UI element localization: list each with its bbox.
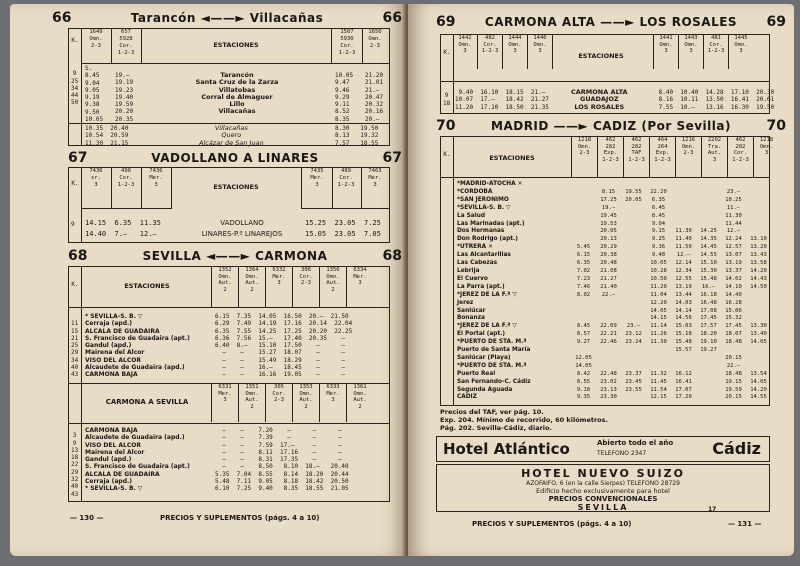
table-number-right: 70 <box>766 118 786 134</box>
train-col: 6331 Mer. 3 <box>211 384 238 422</box>
page-number: — 130 — <box>70 514 104 522</box>
times-col: 22.20 6.35 6.45 8.45 9.04 9.15 9.25 9.36 9.48 10.05 10.28 10.50 11.20 11.04 12.20 14.05 14.15 11.14 11.26 11.30 11.32 11.45 11.54 12.15 <box>650 188 667 401</box>
times-col: 5.45 6.15 6.35 7.02 7.23 7.46 8.02 8.45 8.57 9.27 12.05 14.05 8.42 8.55 9.18 9.35 <box>575 244 592 401</box>
times-col-4: 21.20 21.01 21.— 20.47 20.32 20.16 20.— <box>365 72 384 123</box>
branch-stations: Villacañas Quero Alcázar de San Juan <box>199 124 264 147</box>
stations-header: ESTACIONES <box>578 52 624 60</box>
train-col: 1443 Omn. 3 <box>678 35 703 69</box>
station-list: * SEVILLA-S. B. ▽ Cerraja (apd.) ALCALA DE GUADAIRA S. Francisco de Guadaira (apt.) Gandul (apd.) Mairena del Alcor VISO DEL ALCOR Alcaudete de Guadaira (apd.) CARMONA BAJA <box>85 313 190 379</box>
divider <box>441 81 769 82</box>
right-page <box>408 4 794 556</box>
times-col-3: 10.05 9.47 9.46 9.29 9.11 8.52 8.35 <box>335 72 354 123</box>
hotel-nuevo-suizo-ad <box>436 464 770 512</box>
times-col: 14.25 14.35 14.45 14.55 15.10 15.30 15.48 16.— 16.18 16.48 17.08 17.45 17.57 18.20 19.10 19.27 <box>700 228 717 354</box>
train-col: 2202 Tra. Aut. 3 <box>701 137 727 177</box>
table-number-right: 69 <box>766 14 786 30</box>
table-66-header <box>52 10 402 26</box>
km-header: K. <box>71 37 79 44</box>
km-values: 9 25 34 44 50 <box>71 70 79 107</box>
train-col-1650: 1650 Omn. 2-3 <box>361 29 389 64</box>
times-left: 14.15 6.35 11.35 14.40 7.— 12.— <box>85 219 161 238</box>
page-footer: PRECIOS Y SUPLEMENTOS (págs. 4 a 10) <box>160 514 320 522</box>
divider <box>441 177 769 178</box>
times-col: 19.55 20.05 23.— 23.12 23.24 23.37 23.45 23.55 <box>625 188 642 393</box>
train-col: 1353 Omn. Aut. 2 <box>292 384 319 422</box>
hotel-atlantico-ad <box>436 436 770 462</box>
left-page <box>10 4 406 556</box>
train-col-657: 657 5928 Cor. 1-2-3 <box>111 29 142 64</box>
train-col-1649: 1649 Omn. 2-3 <box>81 29 112 64</box>
km-values: 9 <box>71 221 75 229</box>
timetable-69 <box>440 34 775 114</box>
station-list: VADOLLANO LINARES-P.º LINAREJOS <box>201 219 283 238</box>
train-headers-left <box>453 35 553 69</box>
station-list: CARMONA ALTA GUADAJOZ LOS ROSALES <box>571 88 628 111</box>
hotel-name: Hotel Atlántico <box>443 440 570 458</box>
hotel-city: SEVILLA <box>577 503 629 512</box>
table-number: 70 <box>436 118 456 134</box>
timetable-68 <box>68 266 390 502</box>
train-col: 1352 Omn. Aut. 2 <box>211 267 238 307</box>
km-values: 11 15 21 25 29 34 40 43 <box>71 320 79 379</box>
table-69-header <box>436 14 786 30</box>
train-col: 1446 Omn. 3 <box>528 35 553 69</box>
open-book <box>10 4 794 560</box>
table-number: 66 <box>52 10 72 26</box>
km-column <box>69 267 82 501</box>
train-col: 1444 Omn. 3 <box>503 35 528 69</box>
train-headers <box>211 267 373 307</box>
train-col: 1216 Omn. 2-3 <box>675 137 701 177</box>
train-col: 462 282 Cor. 1-2-3 <box>727 137 753 177</box>
hotel-name: HOTEL NUEVO SUIZO <box>521 467 685 480</box>
times-right: 8.40 10.40 14.28 17.10 20.30 8.16 10.11 13.50 16.41 20.01 7.55 10.— 13.16 16.30 19.50 <box>658 89 775 111</box>
train-col: 464 264 Exp. 1-2-3 <box>649 137 675 177</box>
table-number: 68 <box>68 248 88 264</box>
train-col: 6333 Mer. 3 <box>319 384 346 422</box>
table-68-header <box>68 248 402 264</box>
stations-header: ESTACIONES <box>124 282 170 290</box>
train-col-1507: 1507 5930 Cor. 1-2-3 <box>331 29 363 64</box>
train-col: 462 282 Exp. 1-2-3 <box>597 137 623 177</box>
train-col-7436b: 7436 Mer. 3 <box>141 168 172 209</box>
km-header: K. <box>443 151 451 158</box>
times-col: 23.— 10.25 11.— 11.30 11.44 12.— 12.24 12.57 13.07 13.19 13.37 14.02 14.10 14.40 16.28 15.06 15.32 17.45 18.07 18.48 20.15 22.— 18.48 19.15 19.59 20.15 <box>725 188 742 401</box>
train-col: 6334 Mer. 3 <box>346 267 373 307</box>
train-col: 1364 Omn. Aut. 2 <box>238 267 265 307</box>
table-number: 69 <box>436 14 456 30</box>
train-col: 1218 Omn. 3 <box>753 137 779 177</box>
train-col: 462 282 TAF 1-2-3 <box>623 137 649 177</box>
km-values: 9 18 <box>443 92 451 107</box>
return-title: CARMONA A SEVILLA <box>105 398 189 406</box>
train-col-490: 490 Cor. 1-2-3 <box>111 168 142 209</box>
page-mark: 17 <box>708 506 717 513</box>
times-col-1: S. 8.45 9.04 9.05 9.19 9.38 9.50 10.05 <box>85 65 104 124</box>
hotel-desc: Edificio hecho exclusivamente para hotel <box>536 487 670 495</box>
km-header: K. <box>71 281 79 288</box>
train-col: 1445 Omn. 3 <box>728 35 753 69</box>
route-title: VADOLLANO A LINARES <box>151 151 319 165</box>
table-number-right: 66 <box>382 10 402 26</box>
timetable-67 <box>68 167 390 243</box>
table-67-header <box>68 150 402 166</box>
table-number-right: 67 <box>382 150 402 166</box>
km-header: K. <box>443 49 451 56</box>
table-notes: Precios del TAF, ver pág. 10. Exp. 204. Mínimo de recorrido, 60 kilómetros. Pág. 202. Sevilla-Cádiz, diario. <box>440 408 608 432</box>
train-col: 6332 Mer. 3 <box>265 267 292 307</box>
train-col: 1351 Omn. Aut. 2 <box>238 384 265 422</box>
route-title: Tarancón ◄——► Villacañas <box>130 11 324 25</box>
km-header: K. <box>71 180 79 187</box>
train-headers-right <box>653 35 753 69</box>
stations-header: ESTACIONES <box>213 41 259 49</box>
train-col: 481 Cor. 1-2-3 <box>703 35 728 69</box>
divider <box>69 423 389 424</box>
train-col-7463: 7463 Mer. 3 <box>361 168 389 209</box>
divider <box>69 307 389 308</box>
table-70-header <box>436 118 786 134</box>
train-col-7435: 7435 Mer. 3 <box>301 168 333 209</box>
route-title: MADRID ——► CADIZ (Por Sevilla) <box>491 119 731 133</box>
return-train-headers <box>211 384 373 422</box>
page-footer: PRECIOS Y SUPLEMENTOS (págs. 4 a 10) <box>472 520 632 528</box>
table-number: 67 <box>68 150 88 166</box>
times-right: 15.25 23.05 7.25 15.05 23.05 7.05 <box>305 219 381 238</box>
return-station-list: CARMONA BAJA Alcaudete de Guadaira (apd.) VISO DEL ALCOR Mairena del Alcor Gandul (apd.) S. Francisco de Guadaira (apt.) ALCALA DE GUADAIRA Cerraja (apd.) * SEVILLA-S. B. ▽ <box>85 427 190 493</box>
train-col-489: 489 Cor. 1-2-3 <box>331 168 362 209</box>
hotel-prices: PRECIOS CONVENCIONALES <box>548 495 658 503</box>
hotel-city: Cádiz <box>712 439 761 458</box>
divider <box>81 63 389 64</box>
times-col-2: 19.— 19.19 19.23 19.40 19.59 20.20 20.35 <box>115 72 134 123</box>
times-left: 9.40 16.10 18.15 21.— 10.07 17.— 18.42 21.27 11.20 17.10 18.50 21.35 <box>455 89 549 111</box>
station-list: Tarancón Santa Cruz de la Zarza Villatobas Corral de Almaguer Lillo Villacañas <box>195 71 279 116</box>
train-col: 1441 Omn. 3 <box>653 35 678 69</box>
times-grid <box>571 181 771 402</box>
page-number: — 131 — <box>728 520 762 528</box>
train-col: 306 Cor. 2-3 <box>292 267 319 307</box>
train-col: 1442 Omn. 3 <box>453 35 478 69</box>
hotel-address: AZOFAIFO, 6 (en la calle Sierpes) TELEFONO 28729 <box>526 480 680 487</box>
branch-times-left: 10.35 20.40 10.54 20.59 11.30 21.15 <box>85 125 129 147</box>
timetable-66 <box>68 28 390 146</box>
stations-header: ESTACIONES <box>489 154 535 162</box>
train-col: 482 Cor. 1-2-3 <box>478 35 503 69</box>
route-title: CARMONA ALTA ——► LOS ROSALES <box>484 15 738 29</box>
station-list: *MADRID-ATOCHA ✕ *CORDOBA *SAN JERONIMO *SEVILLA-S. B. ▽ La Salud Las Marinadas (apt.) Dos Hermanas Don Rodrigo (apt.) *UTRERA ✕ Las Alcantarillas Las Cabezas Lebrija El Cuervo La Parra (apt.) *JEREZ DE LA F.ª ▽ Jerez Sanlúcar Bonanza *JEREZ DE LA F.ª ▽ El Portal (apt.) *PUERTO DE STA. M.ª Puerto de Santa María Sanlúcar (Playa) *PUERTO DE STA. M.ª Puerto Real San Fernando-C. Cádiz Segunda Aguada CADIZ <box>457 181 531 401</box>
train-col-7436: 7436 sr. 3 <box>81 168 112 209</box>
km-values-return: 3 9 13 18 22 29 32 40 43 <box>71 432 79 498</box>
train-col: 1361 Omn. Aut. 2 <box>346 384 373 422</box>
branch-times-right: 8.30 19.50 8.13 19.32 7.57 18.55 <box>335 125 379 147</box>
train-col: 1218 Omn. 2-3 <box>571 137 597 177</box>
train-headers <box>571 137 779 177</box>
train-col: 1356 Omn. Aut. 2 <box>319 267 346 307</box>
times-col: 8.15 17.25 19.— 19.45 19.53 20.05 20.13 20.29 20.38 20.48 21.08 21.27 21.40 22.— 22.09 22.21 22.46 22.48 23.02 23.13 23.30 <box>600 188 617 401</box>
hotel-phone: TELEFONO 2347 <box>597 450 647 457</box>
stations-header: ESTACIONES <box>213 183 259 191</box>
hotel-open: Abierto todo el año <box>597 439 674 447</box>
times-col: 13.10 13.20 13.43 13.58 14.20 14.43 14.50 13.30 13.40 14.05 13.54 14.05 14.20 14.55 <box>750 236 767 401</box>
return-times-grid: — — 7.20 — — — — — 7.39 — — — — — 7.59 17.— — — — — 8.11 17.16 — — — — 8.31 17.35 — — — — 8.50 8.10 18.— 20.40 5.35 7.04 8.55 8.14 18.20 20.44 5.48 7.11 9.05 8.18 18.42 20.50 6.10 7.25 9.40 8.35 18.55 21.05 <box>215 427 349 493</box>
timetable-70 <box>440 136 774 406</box>
table-number-right: 68 <box>382 248 402 264</box>
times-col: 11.30 11.40 11.50 12.— 12.14 12.34 12.55 13.19 13.44 14.03 14.14 14.56 15.03 15.18 15.48 15.57 16.12 16.41 17.07 17.20 <box>675 228 692 401</box>
route-title: SEVILLA ◄——► CARMONA <box>142 249 328 263</box>
times-grid: 6.15 7.35 14.05 16.50 20.— 21.50 6.29 7.49 14.19 17.16 20.14 22.04 6.35 7.55 14.25 17.25 20.20 22.25 6.36 7.56 15.— 17.40 20.35 — 6.40 8.— 15.10 17.50 — — — — 15.27 18.07 — — — — 15.49 18.29 — — — — 16.— 18.45 — — — — 16.16 19.05 — — <box>215 313 353 379</box>
train-col: 305 Cor. 2-3 <box>265 384 292 422</box>
